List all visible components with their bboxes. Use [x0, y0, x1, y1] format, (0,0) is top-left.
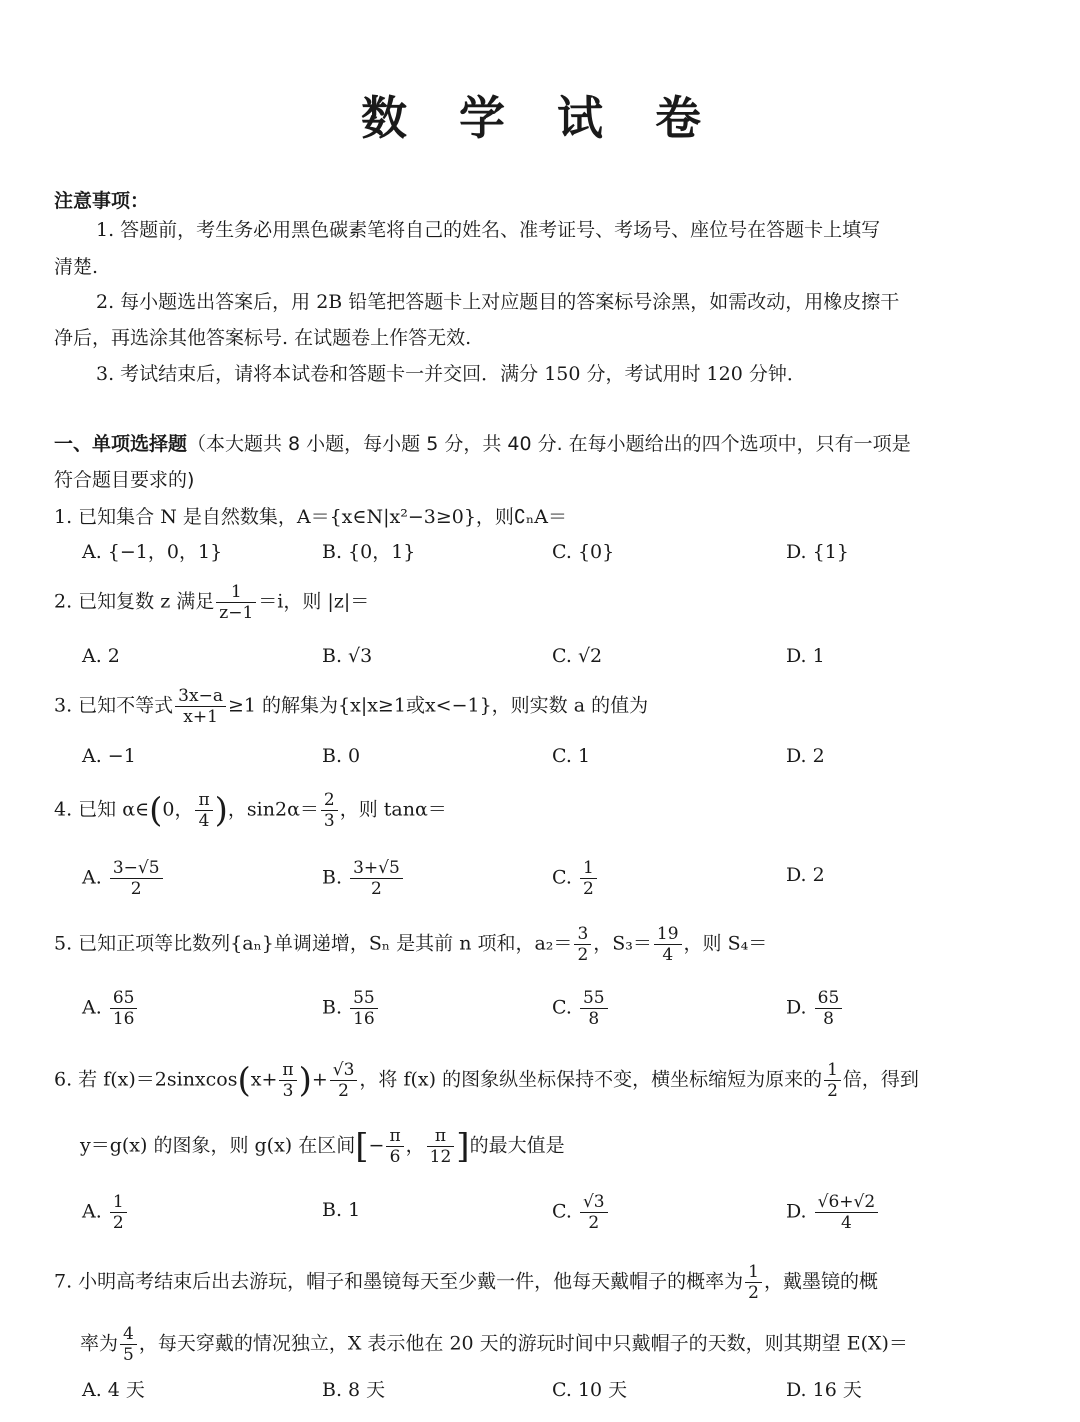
question-7-line-2	[80, 1324, 908, 1365]
q4-option-b	[322, 858, 405, 899]
q7-prob-num: 4	[120, 1324, 137, 1345]
q6-pi3-frac	[279, 1060, 296, 1101]
q4-option-a-frac	[110, 858, 163, 899]
q4-stem-c: ，则 tanα＝	[339, 798, 447, 821]
question-7-line-1	[54, 1262, 878, 1303]
q5-a2-frac	[574, 924, 591, 965]
q5-stem-a: 5. 已知正项等比数列{aₙ}单调递增，Sₙ 是其前 n 项和，a₂＝	[54, 932, 573, 955]
q7-option-a: A. 4 天	[82, 1379, 145, 1401]
q7-prob-den: 5	[123, 1345, 134, 1365]
q6-half-num: 1	[824, 1060, 841, 1081]
q2-fraction	[216, 582, 256, 623]
q6-right-paren: )	[298, 1060, 312, 1101]
q4-option-a	[82, 858, 165, 899]
q4-option-c-frac	[580, 858, 597, 899]
q4-option-d-label: D.	[786, 864, 807, 886]
question-5-stem	[54, 924, 767, 965]
q6-right-bracket: ]	[456, 1126, 470, 1167]
q3-frac-num: 3x−a	[175, 686, 226, 707]
q6-option-a-label: A.	[82, 1200, 102, 1223]
q2-option-b: B. √3	[322, 645, 373, 667]
q7-option-c: C. 10 天	[552, 1379, 628, 1401]
q2-stem-b: ＝i，则 |z|＝	[258, 590, 370, 613]
q6-left-paren: (	[237, 1060, 251, 1101]
q4-fraction	[321, 790, 338, 831]
q4-frac-num: 2	[321, 790, 338, 811]
q1-option-a: A. {−1，0，1}	[82, 541, 223, 563]
q3-stem-a: 3. 已知不等式	[54, 694, 174, 717]
q7-option-d: D. 16 天	[786, 1379, 862, 1401]
q7-l2-b: ，每天穿戴的情况独立，X 表示他在 20 天的游玩时间中只戴帽子的天数，则其期望 E(X)＝	[138, 1332, 908, 1355]
question-2-stem	[54, 582, 369, 623]
q6-a-num: 1	[110, 1192, 127, 1213]
q5-option-d-label: D.	[786, 996, 807, 1019]
q6-c-den: 2	[588, 1213, 600, 1233]
q4-left-paren: (	[149, 790, 163, 831]
q1-option-d: D. {1}	[786, 541, 849, 563]
q4-interval-a: 0，	[162, 798, 194, 821]
q4-c-num: 1	[580, 858, 597, 879]
q5-s3-frac	[654, 924, 682, 965]
q5-a-num: 65	[110, 988, 138, 1009]
section-desc: （本大题共 8 小题，每小题 5 分，共 40 分. 在每小题给出的四个选项中，只有一项是	[187, 433, 911, 455]
q7-l1-a: 7. 小明高考结束后出去游玩，帽子和墨镜每天至少戴一件，他每天戴帽子的概率为	[54, 1270, 744, 1293]
q4-option-b-frac	[350, 858, 403, 899]
q3-frac-den: x+1	[183, 707, 218, 727]
q6-option-b-label: B.	[322, 1199, 343, 1221]
q4-right-paren: )	[214, 790, 228, 831]
notice-line: 2. 每小题选出答案后，用 2B 铅笔把答题卡上对应题目的答案标号涂黑，如需改动，用橡皮擦干	[96, 291, 900, 313]
notice-line: 清楚.	[54, 256, 99, 278]
q6-pi12-den: 12	[429, 1147, 452, 1167]
q4-a-den: 2	[130, 879, 142, 899]
q4-option-c	[552, 858, 599, 899]
q5-b-den: 16	[353, 1009, 375, 1029]
q6-d-den: 4	[841, 1213, 852, 1233]
q6-option-c-label: C.	[552, 1200, 572, 1223]
q6-option-c	[552, 1192, 610, 1233]
q3-stem-b: ≥1 的解集为{x|x≥1或x<−1}，则实数 a 的值为	[227, 694, 649, 717]
notice-line: 3. 考试结束后，请将本试卷和答题卡一并交回．满分 150 分，考试用时 120 分钟．	[96, 363, 806, 385]
q6-l1-c: +	[311, 1068, 328, 1091]
q7-option-b: B. 8 天	[322, 1379, 386, 1401]
q6-half-frac	[824, 1060, 841, 1101]
q6-pi12-frac	[427, 1126, 455, 1167]
q6-l2-b: 的最大值是	[469, 1134, 565, 1157]
section-name: 一、单项选择题	[54, 433, 188, 455]
q5-stem-c: ，则 S₄＝	[683, 932, 768, 955]
q5-a-den: 16	[112, 1009, 135, 1029]
q7-half-den: 2	[748, 1283, 759, 1303]
q4-option-d	[786, 861, 825, 889]
q6-option-d-label: D.	[786, 1200, 807, 1223]
q2-option-c: C. √2	[552, 645, 603, 667]
q5-a2-den: 2	[577, 945, 589, 965]
exam-title: 数 学 试 卷	[360, 91, 720, 145]
notice-heading: 注意事项：	[54, 190, 150, 212]
q7-l2-a: 率为	[80, 1332, 119, 1355]
q6-d-num: √6+√2	[815, 1192, 879, 1213]
question-6-line-2	[80, 1126, 565, 1167]
q3-option-c: C. 1	[552, 745, 591, 767]
q6-pi12-num: π	[427, 1126, 455, 1147]
q6-option-d-frac	[815, 1192, 879, 1233]
q6-half-den: 2	[827, 1081, 838, 1101]
q6-pi6-frac	[386, 1126, 403, 1167]
notice-line: 1. 答题前，考生务必用黑色碳素笔将自己的姓名、准考证号、考场号、座位号在答题卡上填写	[96, 219, 881, 241]
q4-a-num: 3−√5	[110, 858, 163, 879]
q6-option-a-frac	[110, 1192, 127, 1233]
q6-a-den: 2	[112, 1213, 124, 1233]
q2-option-d: D. 1	[786, 645, 825, 667]
q5-b-num: 55	[350, 988, 378, 1009]
q6-sqrt3-num: √3	[330, 1060, 358, 1081]
q6-pi3-num: π	[279, 1060, 296, 1081]
q5-s3-den: 4	[662, 945, 674, 965]
q6-pi6-den: 6	[389, 1147, 401, 1167]
q5-option-a-label: A.	[82, 996, 102, 1019]
q5-option-b	[322, 988, 380, 1029]
q5-option-d	[786, 988, 844, 1029]
q6-l1-b: x+	[250, 1068, 278, 1091]
q5-option-b-frac	[350, 988, 378, 1029]
q4-b-den: 2	[371, 879, 382, 899]
q2-stem-a: 2. 已知复数 z 满足	[54, 590, 215, 613]
q4-frac-den: 3	[323, 811, 335, 831]
notice-line: 净后，再选涂其他答案标号. 在试题卷上作答无效.	[54, 327, 472, 349]
q5-c-num: 55	[580, 988, 608, 1009]
question-3-stem	[54, 686, 648, 727]
q6-sqrt3-den: 2	[338, 1081, 349, 1101]
q5-option-c-frac	[580, 988, 608, 1029]
q7-prob-frac	[120, 1324, 137, 1365]
q1-option-b: B. {0，1}	[322, 541, 416, 563]
q3-fraction	[175, 686, 226, 727]
q6-l1-a: 6. 若 f(x)＝2sinxcos	[54, 1068, 238, 1091]
q6-l2-minus: −	[368, 1134, 385, 1157]
q6-option-d	[786, 1192, 880, 1233]
q5-option-b-label: B.	[322, 996, 343, 1019]
q1-option-c: C. {0}	[552, 541, 615, 563]
q3-option-d: D. 2	[786, 745, 825, 767]
q6-sqrt3-frac	[330, 1060, 358, 1101]
q2-frac-den: z−1	[219, 603, 254, 623]
q5-c-den: 8	[588, 1009, 600, 1029]
q7-half-num: 1	[745, 1262, 762, 1283]
q4-option-a-label: A.	[82, 866, 102, 889]
q4-pi-den: 4	[198, 811, 210, 831]
question-1-stem: 1. 已知集合 N 是自然数集，A＝{x∈N|x²−3≥0}，则∁ₙA＝	[54, 506, 567, 528]
q7-l1-b: ，戴墨镜的概	[764, 1270, 879, 1293]
q5-option-a-frac	[110, 988, 138, 1029]
q3-option-b: B. 0	[322, 745, 361, 767]
q4-c-den: 2	[582, 879, 594, 899]
q5-option-c	[552, 988, 610, 1029]
q4-option-d-text: 2	[812, 864, 825, 886]
q4-option-c-label: C.	[552, 866, 572, 889]
q5-stem-b: ，S₃＝	[593, 932, 652, 955]
q6-option-b	[322, 1196, 360, 1224]
q5-d-den: 8	[823, 1009, 834, 1029]
q6-l1-e: 倍，得到	[842, 1068, 919, 1091]
q4-option-b-label: B.	[322, 866, 343, 889]
section-header	[54, 430, 911, 458]
q6-l2-comma: ，	[405, 1134, 425, 1157]
q5-option-a	[82, 988, 139, 1029]
q3-option-a: A. −1	[82, 745, 136, 767]
q2-option-a: A. 2	[82, 645, 120, 667]
q6-option-a	[82, 1192, 129, 1233]
q5-d-num: 65	[815, 988, 843, 1009]
q5-option-d-frac	[815, 988, 843, 1029]
q6-option-b-text: 1	[348, 1199, 361, 1221]
q6-l2-a: y＝g(x) 的图象，则 g(x) 在区间	[80, 1134, 356, 1157]
q4-stem-b: ，sin2α＝	[227, 798, 319, 821]
q6-c-num: √3	[580, 1192, 608, 1213]
q6-pi3-den: 3	[282, 1081, 294, 1101]
q6-pi6-num: π	[386, 1126, 403, 1147]
q5-option-c-label: C.	[552, 996, 572, 1019]
question-6-line-1	[54, 1060, 919, 1101]
q4-b-num: 3+√5	[350, 858, 403, 879]
section-desc-cont: 符合题目要求的)	[54, 469, 195, 491]
q2-frac-num: 1	[216, 582, 256, 603]
q6-l1-d: ，将 f(x) 的图象纵坐标保持不变，横坐标缩短为原来的	[359, 1068, 823, 1091]
q4-pi-num: π	[195, 790, 212, 811]
q5-a2-num: 3	[574, 924, 591, 945]
question-4-stem	[54, 790, 447, 831]
q5-s3-num: 19	[654, 924, 682, 945]
q6-left-bracket: [	[355, 1126, 369, 1167]
q7-half-frac	[745, 1262, 762, 1303]
q4-stem-a: 4. 已知 α∈	[54, 798, 150, 821]
q4-pi-fraction	[195, 790, 212, 831]
q6-option-c-frac	[580, 1192, 608, 1233]
